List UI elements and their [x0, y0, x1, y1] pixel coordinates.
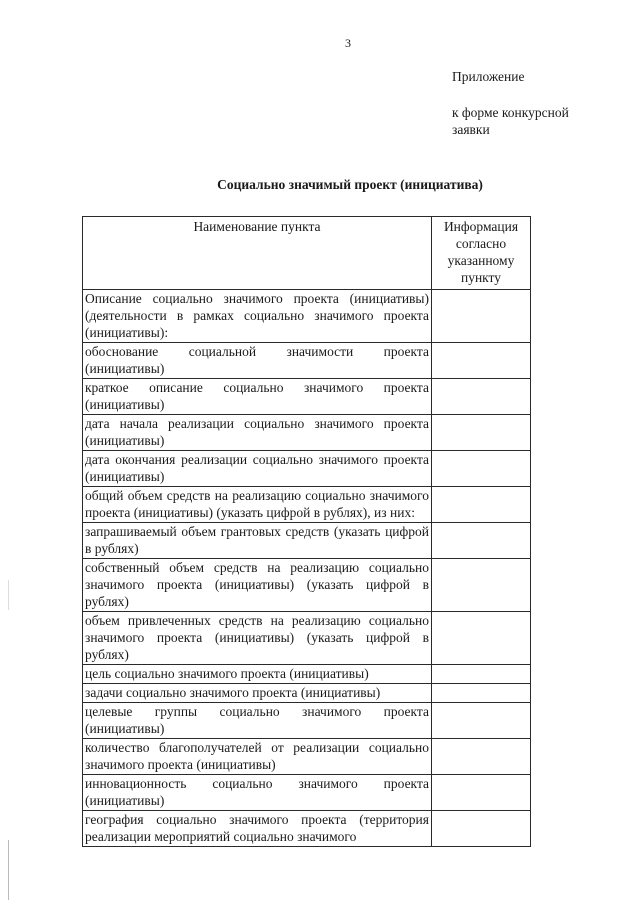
item-name-cell: задачи социально значимого проекта (инициативы)	[83, 684, 432, 703]
table-row	[83, 703, 531, 739]
table-row	[83, 612, 531, 665]
item-name-cell: количество благополучателей от реализации социально значимого проекта (инициативы)	[83, 739, 432, 775]
column-header-item: Наименование пункта	[83, 217, 432, 290]
item-info-cell[interactable]	[432, 775, 531, 811]
item-name-cell: запрашиваемый объем грантовых средств (указать цифрой в рублях)	[83, 523, 432, 559]
item-info-cell[interactable]	[432, 290, 531, 343]
item-name-cell: Описание социально значимого проекта (инициативы) (деятельности в рамках социально значимого проекта (инициативы):	[83, 290, 432, 343]
column-header-info: Информация согласно указанному пункту	[432, 217, 531, 290]
item-info-cell[interactable]	[432, 739, 531, 775]
item-name-cell: объем привлеченных средств на реализацию социально значимого проекта (инициативы) (указать цифрой в рублях)	[83, 612, 432, 665]
item-name-cell: дата начала реализации социально значимого проекта (инициативы)	[83, 415, 432, 451]
item-name-cell: дата окончания реализации социально значимого проекта (инициативы)	[83, 451, 432, 487]
page-number: 3	[345, 36, 351, 50]
item-info-cell[interactable]	[432, 684, 531, 703]
table-row	[83, 775, 531, 811]
table-row	[83, 811, 531, 847]
item-info-cell[interactable]	[432, 415, 531, 451]
table-header-row	[83, 217, 531, 290]
item-info-cell[interactable]	[432, 665, 531, 684]
item-name-cell: цель социально значимого проекта (инициативы)	[83, 665, 432, 684]
document-title: Социально значимый проект (инициатива)	[217, 177, 483, 192]
item-info-cell[interactable]	[432, 523, 531, 559]
item-info-cell[interactable]	[432, 487, 531, 523]
item-name-cell: инновационность социально значимого проекта (инициативы)	[83, 775, 432, 811]
item-name-cell: целевые группы социально значимого проекта (инициативы)	[83, 703, 432, 739]
table-row	[83, 739, 531, 775]
table-row	[83, 415, 531, 451]
item-info-cell[interactable]	[432, 379, 531, 415]
item-info-cell[interactable]	[432, 612, 531, 665]
table-row	[83, 487, 531, 523]
item-info-cell[interactable]	[432, 703, 531, 739]
scan-edge-line	[8, 580, 9, 610]
item-info-cell[interactable]	[432, 451, 531, 487]
item-name-cell: собственный объем средств на реализацию социально значимого проекта (инициативы) (указать цифрой в рублях)	[83, 559, 432, 612]
appendix-title: Приложение	[452, 69, 525, 84]
table-row	[83, 523, 531, 559]
table-row	[83, 665, 531, 684]
item-name-cell: общий объем средств на реализацию социально значимого проекта (инициативы) (указать цифрой в рублях), из них:	[83, 487, 432, 523]
item-info-cell[interactable]	[432, 343, 531, 379]
table-row	[83, 451, 531, 487]
table-row	[83, 343, 531, 379]
appendix-line: к форме конкурсной	[452, 105, 569, 120]
project-info-table	[82, 216, 531, 847]
table-row	[83, 684, 531, 703]
item-info-cell[interactable]	[432, 811, 531, 847]
table-body	[83, 290, 531, 847]
item-name-cell: обоснование социальной значимости проекта (инициативы)	[83, 343, 432, 379]
item-name-cell: география социально значимого проекта (территория реализации мероприятий социально значимого	[83, 811, 432, 847]
scan-edge-line	[8, 840, 9, 900]
table-row	[83, 379, 531, 415]
table-row	[83, 290, 531, 343]
appendix-note	[452, 68, 632, 138]
item-name-cell: краткое описание социально значимого проекта (инициативы)	[83, 379, 432, 415]
appendix-line: заявки	[452, 122, 490, 137]
table-row	[83, 559, 531, 612]
item-info-cell[interactable]	[432, 559, 531, 612]
